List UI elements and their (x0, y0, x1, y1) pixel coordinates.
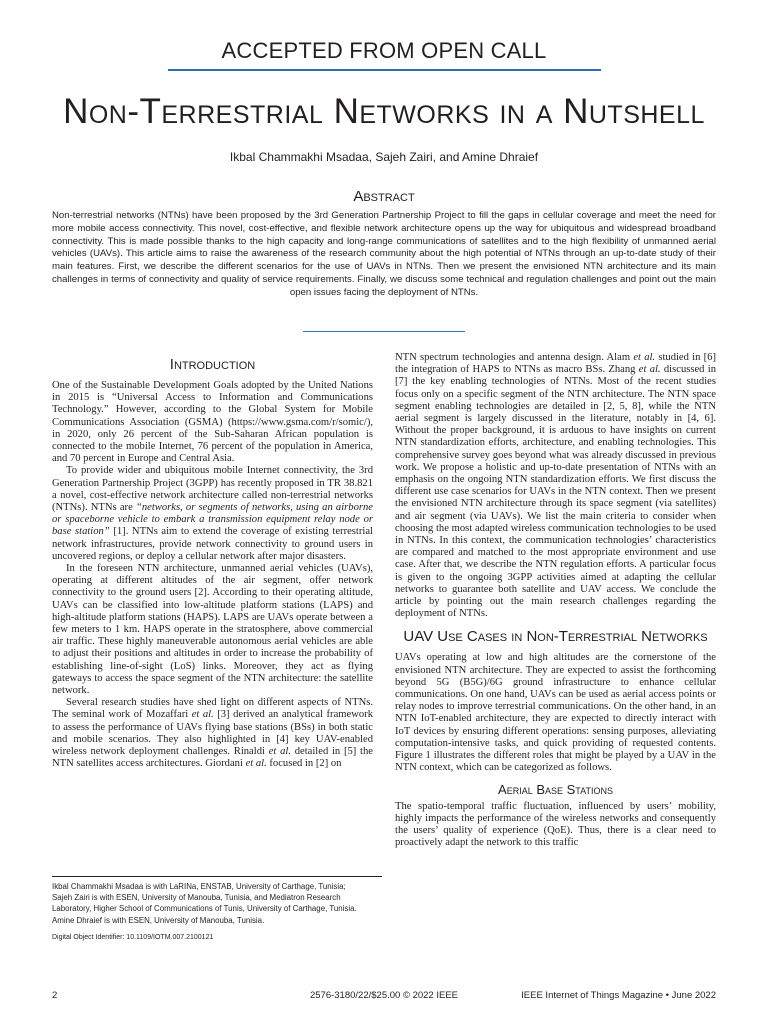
left-column (52, 352, 373, 771)
introduction-heading: Introduction (169, 356, 256, 373)
et-al: et al. (268, 746, 291, 758)
footnote-author-2: Sajeh Zairi is with ESEN, University of Manouba, Tunisia, and Mediatron Research Laboratory, Higher School of Communications of Tunis, University of Carthage, Tunisia. (52, 893, 357, 914)
intro-paragraph-1: One of the Sustainable Development Goals adopted by the United Nations in 2015 is “Universal Access to Information and Communications Technology.” However, according to the Global System for Mobile Communications Association (GSMA) (https://www.gsma.com/r/somic/), in 2020, only 26 percent of the Sub-Saharan African population is connected to the mobile Internet, 76 percent of the population in America, and 70 percent in Europe and Central Asia. (52, 380, 373, 465)
journal-issue: IEEE Internet of Things Magazine • June 2022 (521, 990, 716, 1001)
section-banner: ACCEPTED FROM OPEN CALL (221, 38, 547, 63)
aerial-base-stations-paragraph: The spatio-temporal traffic fluctuation, influenced by users’ mobility, highly impacts the performance of the wireless networks and consequently the users’ quality of experience (QoE). Thus, there is a clear need to proactively adapt the network to this traffic (395, 800, 716, 849)
intro-p4-text-d: focused in [2] on (266, 758, 342, 770)
et-al: et al. (633, 352, 656, 363)
intro-p4-text-c: detailed in [5] the NTN satellites access architectures. Giordani (52, 746, 373, 770)
footnote-author-3: Amine Dhraief is with ESEN, University of Manouba, Tunisia. (52, 915, 265, 925)
intro-paragraph-3: In the foreseen NTN architecture, unmanned aerial vehicles (UAVs), operating at different altitudes of the air segment, offer network connectivity to the ground users [2]. According to their operating altitude, UAVs can be classified into low-altitude platform stations (LAPS) and high-altitude platform stations (HAPS). LAPS are UAVs operate between a few meters to 1 km. HAPS operate in the stratosphere, above commercial air traffic. These highly maneuverable autonomous aerial vehicles are able to adjust their positions and altitudes in order to increase the probability of establishing line-of-sight (LoS) links. Moreover, they act as flying gateways to access the space segment of the NTN architecture: the satellite network. (52, 563, 373, 697)
intro-paragraph-4 (52, 697, 373, 770)
intro-p2-quote: “networks, or segments of networks, using an airborne or spaceborne vehicle to embark a transmission equipment relay node or base station” (52, 502, 373, 538)
footnote-author-1: Ikbal Chammakhi Msadaa is with LaRINa, ENSTAB, University of Carthage, Tunisia; (52, 882, 346, 891)
intro-paragraph-2 (52, 465, 373, 563)
author-list: Ikbal Chammakhi Msadaa, Sajeh Zairi, and Amine Dhraief (229, 150, 539, 164)
et-al: et al. (638, 364, 661, 376)
right-p1-text-c: discussed in [7] the key enabling technologies of NTNs. Most of the recent studies focus only on a specific segment of the NTN architecture. The NTN space segment enabling technologies are detailed in [2, 5, 8], while the NTN aerial segment is largely discussed in the literature, notably in [4, 6]. Without the proper background, it is arduous to have insights on current NTN standardization efforts, architecture, and enabling technologies. This comprehensive survey goes beyond what was already discussed in previous work. We propose a holistic and up-to-date presentation of NTNs with an emphasis on the ongoing NTN standardization efforts. We first discuss the different use case scenarios for UAVs in the NTN context. Then we present the envisioned NTN architecture through its space segment (via satellites) and air segment (via UAVs). We list the main criteria to consider when choosing the most adapted wireless communication technologies to be used in NTNs. In this context, the communication technologies’ characteristics are compared and matched to the most appropriate environment and use case. After that, we describe the NTN regulation efforts. A particular focus is given to the ongoing 3GPP activities aimed at adapting the cellular networks to guarantee both satellite and UAV access. We conclude the article by pointing out the main research challenges regarding the deployment of NTNs. (395, 364, 716, 620)
page-number: 2 (52, 990, 58, 1001)
right-paragraph-1 (395, 352, 716, 620)
intro-p2-text-b: [1]. NTNs aim to extend the coverage of existing terrestrial network infrastructures, provide network connectivity to ground users in uncovered regions, or deploy a cellular network after major disasters. (52, 526, 373, 562)
abstract-heading: Abstract (353, 188, 415, 205)
right-column (395, 352, 716, 849)
uav-use-cases-heading: UAV Use Cases in Non-Terrestrial Networks (403, 628, 708, 646)
aerial-base-stations-heading: Aerial Base Stations (498, 781, 613, 797)
et-al: et al. (191, 709, 214, 721)
banner-rule (168, 69, 601, 71)
issn-copyright: 2576-3180/22/$25.00 © 2022 IEEE (309, 990, 459, 1001)
abstract-text: Non-terrestrial networks (NTNs) have been proposed by the 3rd Generation Partnership Project to fill the gaps in cellular coverage and meet the need for more mobile access connectivity. This novel, cost-effective, and flexible network architecture opens up the way for ubiquitous and widespread broadband connectivity. This is made possible thanks to the high capacity and long-range communications of satellites and to the high flexibility of unmanned aerial vehicles (UAVs). This article aims to raise the awareness of the research community about the high potential of NTNs through an up-to-date study of their main features. First, we describe the different scenarios for the use of UAVs in NTNs. Then we present the envisioned NTN architecture and its main challenges in terms of connectivity and quality of service requirements. Finally, we discuss some technical and regulation challenges and point out the main open issues facing the deployment of NTNs. (52, 210, 716, 298)
right-p1-text-b: studied in [6] the integration of HAPS to NTNs as macro BSs. Zhang (395, 352, 717, 376)
doi-identifier: Digital Object Identifier: 10.1109/IOTM.007.2100121 (52, 933, 214, 941)
right-p1-text-a: NTN spectrum technologies and antenna design. Alam (395, 352, 634, 363)
paper-title: Non-Terrestrial Networks in a Nutshell (63, 92, 705, 131)
intro-p4-text-b: [3] derived an analytical framework to assess the performance of UAVs flying base stations (BSs) in both static and mobile scenarios. They also highlighted in [4] key UAV-enabled wireless network deployment challenges. Rinaldi (52, 709, 374, 758)
uav-use-cases-paragraph: UAVs operating at low and high altitudes are the cornerstone of the envisioned NTN architecture. They are expected to assist the forthcoming beyond 5G (B5G)/6G ground infrastructure to enhance cellular communications. On one hand, UAVs can be used as aerial access points or relay nodes to improve terrestrial communications. On the other hand, in an NTN IoT-enabled architecture, they are expected to directly interact with IoT devices by ensuring different operations: sensing purposes, alleviating computation-intensive tasks, and quick providing of requested contents. Figure 1 illustrates the different roles that might be played by a UAV in the NTN context, which can be categorized as follows. (395, 652, 716, 774)
intro-p2-text-a: To provide wider and ubiquitous mobile Internet connectivity, the 3rd Generation Partnership Project (3GPP) has recently proposed in TR 38.821 a novel, cost-effective network architecture called non-terrestrial networks (NTNs). NTNs are (52, 465, 373, 514)
section-divider (303, 331, 465, 332)
intro-p4-text-a: Several research studies have shed light on different aspects of NTNs. The seminal work of Mozaffari (52, 697, 373, 721)
author-footnotes (52, 876, 382, 943)
et-al: et al. (245, 758, 267, 770)
